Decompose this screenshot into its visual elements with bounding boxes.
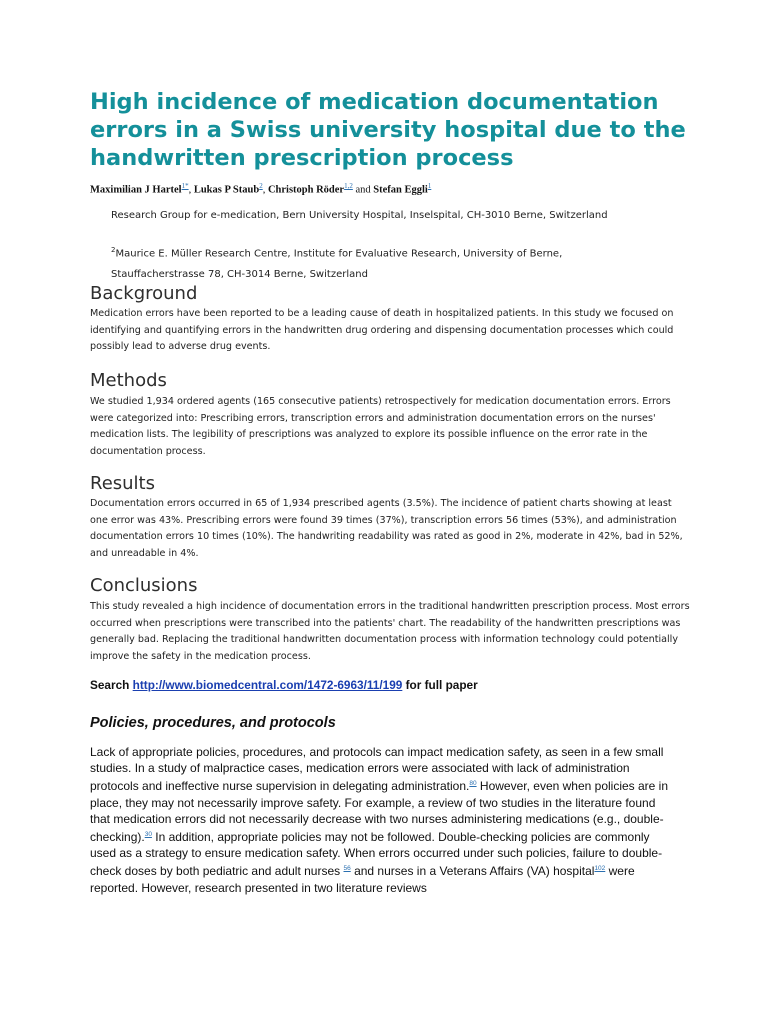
author-name: Maximilian J Hartel [90,184,182,196]
affiliation-number: 2 [111,246,116,254]
background-heading: Background [90,283,198,304]
policies-heading: Policies, procedures, and protocols [90,715,336,731]
author-name: Stefan Eggli [373,184,428,196]
policies-text-part: In addition, appropriate policies may not be followed. Double-checking policies are commonly used as a strategy to ensure medication safety. When errors occurred under such policies, failure to double-check doses by both pediatric and adult nurses [90,830,663,879]
policies-text-part: However, even when policies are in place, they may not necessarily improve safety. For example, a review of two studies in the literature found that medication errors did not necessarily decrease with two nurses administering medications (e.g., double-checking). [90,779,669,845]
author-separator: , [262,184,268,196]
policies-text-part: and nurses in a Veterans Affairs (VA) hospital [350,864,595,879]
affiliation-2 [111,246,562,259]
affiliation-2-text: Maurice E. Müller Research Centre, Institute for Evaluative Research, University of Berne, [115,248,563,260]
search-suffix: for full paper [402,678,478,692]
affiliation-ref-link[interactable]: 1,2 [344,182,353,190]
reference-link[interactable]: 80 [469,780,477,788]
affiliation-ref-link[interactable]: 2 [259,182,263,190]
reference-link[interactable]: 56 [343,865,351,873]
conclusions-text: This study revealed a high incidence of documentation errors in the traditional handwritten prescription process. Most errors occurred when prescriptions were transcribed into the patients' chart. The readability of the handwritten prescriptions was generally bad. Replacing the traditional handwritten documentation process with information technology could potentially improve the safety in the medication process. [90,601,690,662]
policies-text [90,744,670,896]
full-paper-link[interactable]: http://www.biomedcentral.com/1472-6963/11/199 [132,678,403,692]
author-separator: , [188,184,194,196]
affiliation-1: Research Group for e-medication, Bern University Hospital, Inselspital, CH-3010 Berne, Switzerland [111,210,608,221]
author-name: Christoph Röder [267,184,345,196]
affiliation-ref-link[interactable]: 1* [181,182,189,190]
background-text: Medication errors have been reported to be a leading cause of death in hospitalized patients. In this study we focused on identifying and quantifying errors in the handwritten drug ordering and dispensing documentation processes which could possibly lead to adverse drug events. [90,308,674,352]
affiliation-ref-link[interactable]: 1 [427,182,432,190]
results-heading: Results [90,473,155,494]
affiliation-2-address: Stauffacherstrasse 78, CH-3014 Berne, Switzerland [111,269,368,280]
results-text: Documentation errors occurred in 65 of 1,934 prescribed agents (3.5%). The incidence of patient charts showing at least one error was 43%. Prescribing errors were found 39 times (37%), transcription errors 56 times (53%), and administration documentation errors 10 times (10%). The handwriting readability was rated as good in 2%, moderate in 42%, bad in 52%, and unreadable in 4%. [90,498,683,559]
author-conjunction: and [352,184,374,196]
policies-text-part: were reported. However, research presented in two literature reviews [90,864,635,895]
methods-heading: Methods [90,370,167,391]
author-name: Lukas P Staub [193,184,260,196]
conclusions-heading: Conclusions [90,575,198,596]
paper-title: High incidence of medication documentation errors in a Swiss university hospital due to the handwritten prescription process [90,89,686,171]
policies-text-part: Lack of appropriate policies, procedures, and protocols can impact medication safety, as seen in a few small studies. In a study of malpractice cases, medication errors were associated with lack of administration protocols and ineffective nurse supervision in delegating administration. [90,745,664,794]
methods-text: We studied 1,934 ordered agents (165 consecutive patients) retrospectively for medication documentation errors. Errors were categorized into: Prescribing errors, transcription errors and administration documentation errors on the nurses' medication lists. The legibility of prescriptions was analyzed to explore its possible influence on the error rate in the documentation process. [90,396,671,457]
reference-link[interactable]: 30 [144,831,152,839]
search-prefix: Search [90,678,133,692]
reference-link[interactable]: 102 [594,865,606,873]
search-line [90,678,710,692]
author-list [90,182,710,196]
